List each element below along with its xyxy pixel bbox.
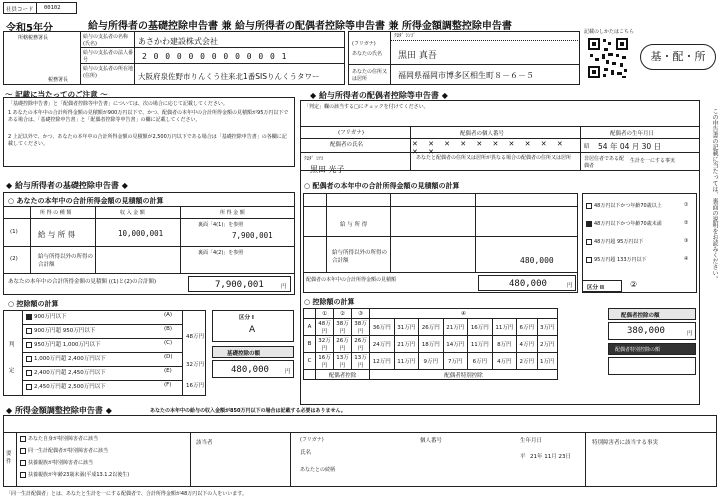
judge-label: 95万円超 133万円以下 [594, 257, 647, 263]
adjust-furigana-label: (フリガナ) [300, 437, 324, 443]
ded-cell: 26万円 [419, 319, 444, 336]
ded-row-key: C [304, 353, 316, 370]
ded-row-key: B [304, 336, 316, 353]
employee-name-label: あなたの氏名 [352, 51, 383, 57]
ded-cell: 3万円 [537, 319, 557, 336]
adjust-birth[interactable]: 21年 11月 23日 [530, 454, 571, 460]
payer-address: 大阪府泉佐野市りんくう往来北1番SISりんくうタワー [138, 72, 320, 81]
basic-ded-title: ○ 控除額の計算 [8, 300, 59, 308]
spouse-ded-box[interactable] [608, 322, 696, 340]
row2-label: 給与所得以外の所得の合計額 [38, 254, 94, 268]
payer-number: 2 0 0 0 0 0 0 0 0 0 0 0 1 [142, 52, 288, 61]
spouse-calc-title: ○ 配偶者の本年中の合計所得金額の見積額の計算 [304, 182, 460, 190]
ded-cell: 4万円 [517, 336, 537, 353]
tax-office-suffix: 税務署長 [48, 77, 69, 83]
spouse-judge-row[interactable] [586, 256, 694, 263]
kubun1-label: 区分 I [239, 315, 254, 321]
basic-section-title-text: 給与所得者の基礎控除申告書 [14, 181, 119, 190]
adjust-subtitle: あなたの本年中の給与の収入金額が850万円以下の場合は記載する必要はありません。 [150, 408, 346, 414]
special-ded-box[interactable] [608, 357, 696, 375]
ded-cell: 32万円 [316, 336, 334, 353]
payer-name: あさかわ建設株式会社 [138, 37, 218, 46]
ded-cell: 26万円 [334, 336, 352, 353]
spouse-total-label: 配偶者の本年中の合計所得金額の見積額 [306, 277, 397, 283]
basic-ded-amount: 480,000 [231, 365, 269, 375]
spouse-total-box[interactable] [478, 275, 576, 291]
checkbox-icon[interactable] [20, 472, 26, 478]
range-label: 2,400万円超 2,450万円以下 [34, 370, 106, 376]
basic-calc-title: ○ あなたの本年中の合計所得金額の見積額の計算 [8, 197, 164, 205]
ded-cell: 2万円 [517, 353, 537, 370]
ded-cell: 12万円 [370, 353, 395, 370]
col-2: ② [334, 309, 352, 319]
range-ref: (A) [164, 312, 173, 318]
range-label: 900万円超 950万円以下 [34, 328, 96, 334]
ded-cell: 8万円 [492, 336, 517, 353]
ded-cell: 13万円 [352, 353, 370, 370]
spouse-judge-row[interactable] [586, 202, 694, 209]
basic-ded-label-box [212, 346, 294, 358]
ded-cell: 4万円 [492, 353, 517, 370]
basic-calc-title-text: あなたの本年中の合計所得金額の見積額の計算 [16, 197, 164, 205]
spouse-section-title-text: 給与所得者の配偶者控除等申告書 [318, 91, 439, 100]
spouse-number-cells[interactable]: ✕ ✕ ✕ ✕ ✕ ✕ ✕ ✕ ✕ ✕ ✕ ✕ [412, 140, 567, 156]
checkbox-icon[interactable] [26, 370, 32, 376]
birth-month: 04 [619, 142, 630, 151]
adjust-section-title: ◆ 所得金額調整控除申告書 ◆ [6, 406, 112, 415]
note-line-1: 1 あなたの本年中の合計所得金額の見積額が900万円以下で、かつ、配偶者の本年中の合計所得金額の見積額が95万円以下である場合は、「基礎控除申告書」と「配偶者控除等申告書」の欄に記載してください。 [8, 110, 289, 123]
checkbox-icon[interactable] [26, 314, 32, 320]
col-income-header: 収 入 金 額 [120, 210, 145, 216]
ded-table-row [304, 336, 558, 353]
payer-name-label: 給与の支払者の名称(氏名) [83, 34, 129, 47]
adjust-name-label: 氏名 [300, 450, 312, 456]
year-char: 年 [609, 142, 618, 151]
ded-cell: 21万円 [394, 336, 419, 353]
spouse-ded-title: ○ 控除額の計算 [304, 298, 355, 306]
ded-cell: 11万円 [394, 353, 419, 370]
spouse-note: 「判定」欄の該当する□にチェックを付けてください。 [304, 104, 429, 110]
col-amount-header: 所 得 金 額 [220, 210, 245, 216]
checkbox-icon[interactable] [20, 448, 26, 454]
spouse-furigana-label: (フリガナ) [338, 130, 365, 136]
basic-total: 7,900,001 [215, 280, 264, 290]
basic-salary-income[interactable]: 10,000,001 [118, 229, 164, 238]
ded-table-row [304, 353, 558, 370]
employee-name: 黒田 真吾 [398, 51, 437, 61]
adjust-option-label: 扶養親族が特別障害者に該当 [28, 460, 94, 466]
spouse-ded-title-text: 控除額の計算 [312, 298, 355, 306]
range-ref: (B) [164, 326, 173, 332]
judge-ref: ④ [684, 256, 689, 262]
adjust-number-label: 個人番号 [420, 438, 443, 444]
judge-label: 48万円以下かつ年齢70歳未満 [594, 221, 662, 227]
basic-ded-label: 基礎控除の額 [227, 351, 261, 357]
spouse-total: 480,000 [509, 279, 547, 289]
ded-amount-32: 32万円 [186, 362, 204, 368]
ded-cell: 48万円 [316, 319, 334, 336]
ded-cell: 13万円 [334, 353, 352, 370]
adjust-era: 平 [520, 454, 526, 460]
spouse-birth[interactable] [598, 141, 661, 152]
spouse-name-label: 配偶者の氏名 [330, 142, 364, 148]
ded-cell: 16万円 [316, 353, 334, 370]
special-label: 配偶者特別控除の額 [615, 347, 661, 353]
birth-year: 54 [598, 142, 608, 151]
checkbox-icon[interactable] [26, 342, 32, 348]
checkbox-icon[interactable] [26, 356, 32, 362]
adjust-special-label: 特別障害者に該当する事実 [592, 440, 659, 446]
range-ref: (E) [164, 368, 172, 374]
spouse-number-label: 配偶者の個人番号 [460, 131, 505, 137]
spouse-row2-label: 給与所得以外の所得の合計額 [332, 250, 388, 264]
judge-ref: ② [684, 220, 689, 226]
req-label: 要件 [6, 451, 12, 465]
basic-ded-row[interactable] [26, 382, 180, 390]
judge-label: 48万円以下かつ年齢70歳以上 [594, 203, 662, 209]
row2-note: 裏面「4(2)」を参照 [198, 250, 244, 256]
ded-cell: 11万円 [492, 319, 517, 336]
payer-number-label: 給与の支払者の法人番号 [83, 50, 134, 63]
ded-cell: 26万円 [352, 336, 370, 353]
spouse-judge-row[interactable] [586, 220, 694, 227]
ded-cell: 7万円 [443, 353, 468, 370]
basic-salary-amount[interactable]: 7,900,001 [232, 231, 273, 240]
ded-cell: 24万円 [370, 336, 395, 353]
spouse-judge-row[interactable] [586, 238, 694, 245]
special-label-box [608, 343, 696, 355]
kubun2-box[interactable] [582, 280, 622, 292]
employee-code-box [3, 2, 77, 14]
ded-cell: 1万円 [537, 353, 557, 370]
qr-code-icon[interactable] [586, 36, 630, 80]
adjust-person-label: 該当者 [196, 440, 213, 446]
range-label: 900万円以下 [34, 314, 67, 320]
basic-ded-yen: 円 [285, 369, 291, 375]
col-1: ① [316, 309, 334, 319]
checkbox-icon[interactable] [26, 384, 32, 390]
spouse-ded-label: 配偶者控除の額 [621, 313, 660, 319]
basic-ded-row[interactable] [26, 354, 180, 362]
payer-address-label: 給与の支払者の所在地(住所) [83, 66, 134, 79]
spouse-birth-label: 配偶者の生年月日 [610, 131, 655, 137]
spouse-row1-label: 給 与 所 得 [340, 222, 368, 228]
employee-address: 福岡県福岡市博多区相生町８－６－５ [398, 71, 534, 80]
basic-total-label: あなたの本年中の合計所得金額の見積額 ((1)と(2)の合計額) [8, 279, 157, 285]
checkbox-icon[interactable] [586, 221, 592, 227]
basic-total-box[interactable] [188, 276, 291, 292]
kubun2-label: 区分 II [587, 285, 605, 291]
judge-label: 48万円超 95万円以下 [594, 239, 644, 245]
ded-cell: 38万円 [334, 319, 352, 336]
col-3: ③ [352, 309, 370, 319]
spouse-furigana: ｸﾛﾀﾞ ﾐﾂｺ [304, 156, 324, 162]
side-instruction: この申告書の記載に当たっては、裏面の説明をお読みください。 [711, 108, 718, 282]
spouse-era: 昭 [584, 144, 590, 150]
notes-box [3, 97, 295, 167]
form-title: 給与所得者の基礎控除申告書 兼 給与所得者の配偶者控除等申告書 兼 所得金額調整控除申告書 [88, 21, 512, 32]
notes-title: ～ 記載に当たってのご注意 ～ [5, 90, 108, 99]
adjust-option[interactable] [20, 471, 188, 478]
range-label: 2,450万円超 2,500万円以下 [34, 384, 106, 390]
judge-char: 判 [9, 342, 15, 348]
employee-code: 00102 [44, 5, 61, 11]
ded-table-row [304, 319, 558, 336]
adjust-relation-label: あなたとの続柄 [300, 467, 336, 473]
basic-ded-title-text: 控除額の計算 [16, 300, 59, 308]
basic-section-title: ◆ 給与所得者の基礎控除申告書 ◆ [6, 181, 128, 190]
ded-cell: 16万円 [468, 319, 493, 336]
adjust-option[interactable] [20, 435, 188, 442]
note-line-2: 2 上記以外で、かつ、あなたの本年中の合計所得金額の見積額が2,500万円以下である場合は「基礎控除申告書」の各欄に記載してください。 [8, 134, 287, 147]
range-ref: (F) [164, 382, 172, 388]
kind-spouse: 配偶者控除 [316, 370, 370, 380]
resident-label: 非居住者である配偶者 [584, 156, 625, 169]
ded-cell: 18万円 [419, 336, 444, 353]
form-type-stamp: 基・配・所 [640, 44, 716, 70]
employee-address-label: あなたの住所又は居所 [352, 69, 388, 82]
range-label: 1,000万円超 2,400万円以下 [34, 356, 106, 362]
checkbox-icon[interactable] [20, 436, 26, 442]
remit-label: 生計を一にする事実 [630, 158, 676, 164]
adjust-option[interactable] [20, 447, 188, 454]
spouse-address-note: あなたと配偶者の住所又は居所が異なる場合の配偶者の住所又は居所 [416, 155, 572, 161]
ded-cell: 38万円 [352, 319, 370, 336]
checkbox-icon[interactable] [26, 328, 32, 334]
adjust-option[interactable] [20, 459, 188, 466]
year-label: 令和5年分 [6, 23, 53, 34]
col-type-header: 所 得 の 種 類 [40, 210, 72, 216]
ded-amount-48: 48万円 [186, 334, 204, 340]
ded-row-key: A [304, 319, 316, 336]
ded-cell: 21万円 [443, 319, 468, 336]
ded-cell: 31万円 [394, 319, 419, 336]
adjust-footer-note: 「同一生計配偶者」とは、あなたと生計を一にする配偶者で、合計所得金額が48万円以下の人をいいます。 [6, 491, 247, 497]
adjust-option-label: 扶養親族が年齢23歳未満(平成13.1.2以後生) [28, 472, 130, 478]
row2-no: (2) [10, 256, 18, 262]
spouse-name[interactable]: 黒田 光子 [310, 165, 345, 174]
basic-ded-row[interactable] [26, 312, 180, 320]
judge-ref: ① [684, 202, 689, 208]
day-char: 日 [653, 142, 662, 151]
basic-ded-row[interactable] [26, 368, 180, 376]
note-line-0: 「基礎控除申告書」と「配偶者控除等申告書」については、次の場合に応じて記載してください。 [8, 101, 228, 107]
checkbox-icon[interactable] [20, 460, 26, 466]
spouse-ded-yen: 円 [687, 331, 693, 337]
ded-amount-16: 16万円 [186, 383, 204, 389]
ded-cell: 11万円 [468, 336, 493, 353]
ded-cell: 6万円 [517, 319, 537, 336]
spouse-ded-label-box [608, 308, 696, 320]
row1-label: 給 与 所 得 [38, 230, 76, 239]
tei-char: 定 [9, 368, 15, 374]
ded-cell: 36万円 [370, 319, 395, 336]
col-4: ④ [370, 309, 558, 319]
birth-day: 30 [641, 142, 652, 151]
tax-office-label: 所轄税務署長 [18, 35, 49, 41]
spouse-section-title: ◆ 給与所得者の配偶者控除等申告書 ◆ [310, 91, 448, 100]
spouse-calc-title-text: 配偶者の本年中の合計所得金額の見積額の計算 [312, 182, 460, 190]
adjust-section-title-text: 所得金額調整控除申告書 [14, 406, 103, 415]
month-char: 月 [631, 142, 640, 151]
kind-special: 配偶者特別控除 [370, 370, 558, 380]
qr-caption: 記載のしかたはこちら [584, 29, 635, 35]
ded-cell: 14万円 [443, 336, 468, 353]
basic-ded-box[interactable] [212, 360, 294, 378]
spouse-ded-amount: 380,000 [627, 326, 665, 336]
adjust-birth-label: 生年月日 [520, 438, 543, 444]
checkbox-icon[interactable] [586, 203, 592, 209]
spouse-row2-amount[interactable]: 480,000 [520, 256, 554, 265]
spouse-total-yen: 円 [567, 283, 573, 289]
ded-cell: 9万円 [419, 353, 444, 370]
kubun1-box[interactable] [212, 310, 294, 342]
employee-code-label: 社員コード [6, 7, 34, 13]
ded-cell: 2万円 [537, 336, 557, 353]
row1-note: 裏面「4(1)」を参照 [198, 222, 244, 228]
judge-ref: ③ [684, 238, 689, 244]
yen-label: 円 [281, 284, 287, 290]
basic-ded-row[interactable] [26, 340, 180, 348]
range-ref: (D) [164, 354, 173, 360]
row1-no: (1) [10, 229, 18, 235]
employee-furigana: ｸﾛﾀﾞ ｼﾝｺﾞ [394, 33, 416, 39]
spouse-ded-table [303, 308, 558, 380]
adjust-option-label: 同一生計配偶者が特別障害者に該当 [28, 448, 109, 454]
range-ref: (C) [164, 340, 173, 346]
range-label: 950万円超 1,000万円以下 [34, 342, 101, 348]
checkbox-icon[interactable] [586, 257, 592, 263]
basic-ded-row[interactable] [26, 326, 180, 334]
checkbox-icon[interactable] [586, 239, 592, 245]
kubun1-value: A [249, 325, 256, 335]
ded-cell: 6万円 [468, 353, 493, 370]
furigana-label: (フリガナ) [352, 41, 376, 47]
kubun2-value: ② [630, 280, 638, 289]
adjust-option-label: あなた自身が特別障害者に該当 [28, 436, 99, 442]
